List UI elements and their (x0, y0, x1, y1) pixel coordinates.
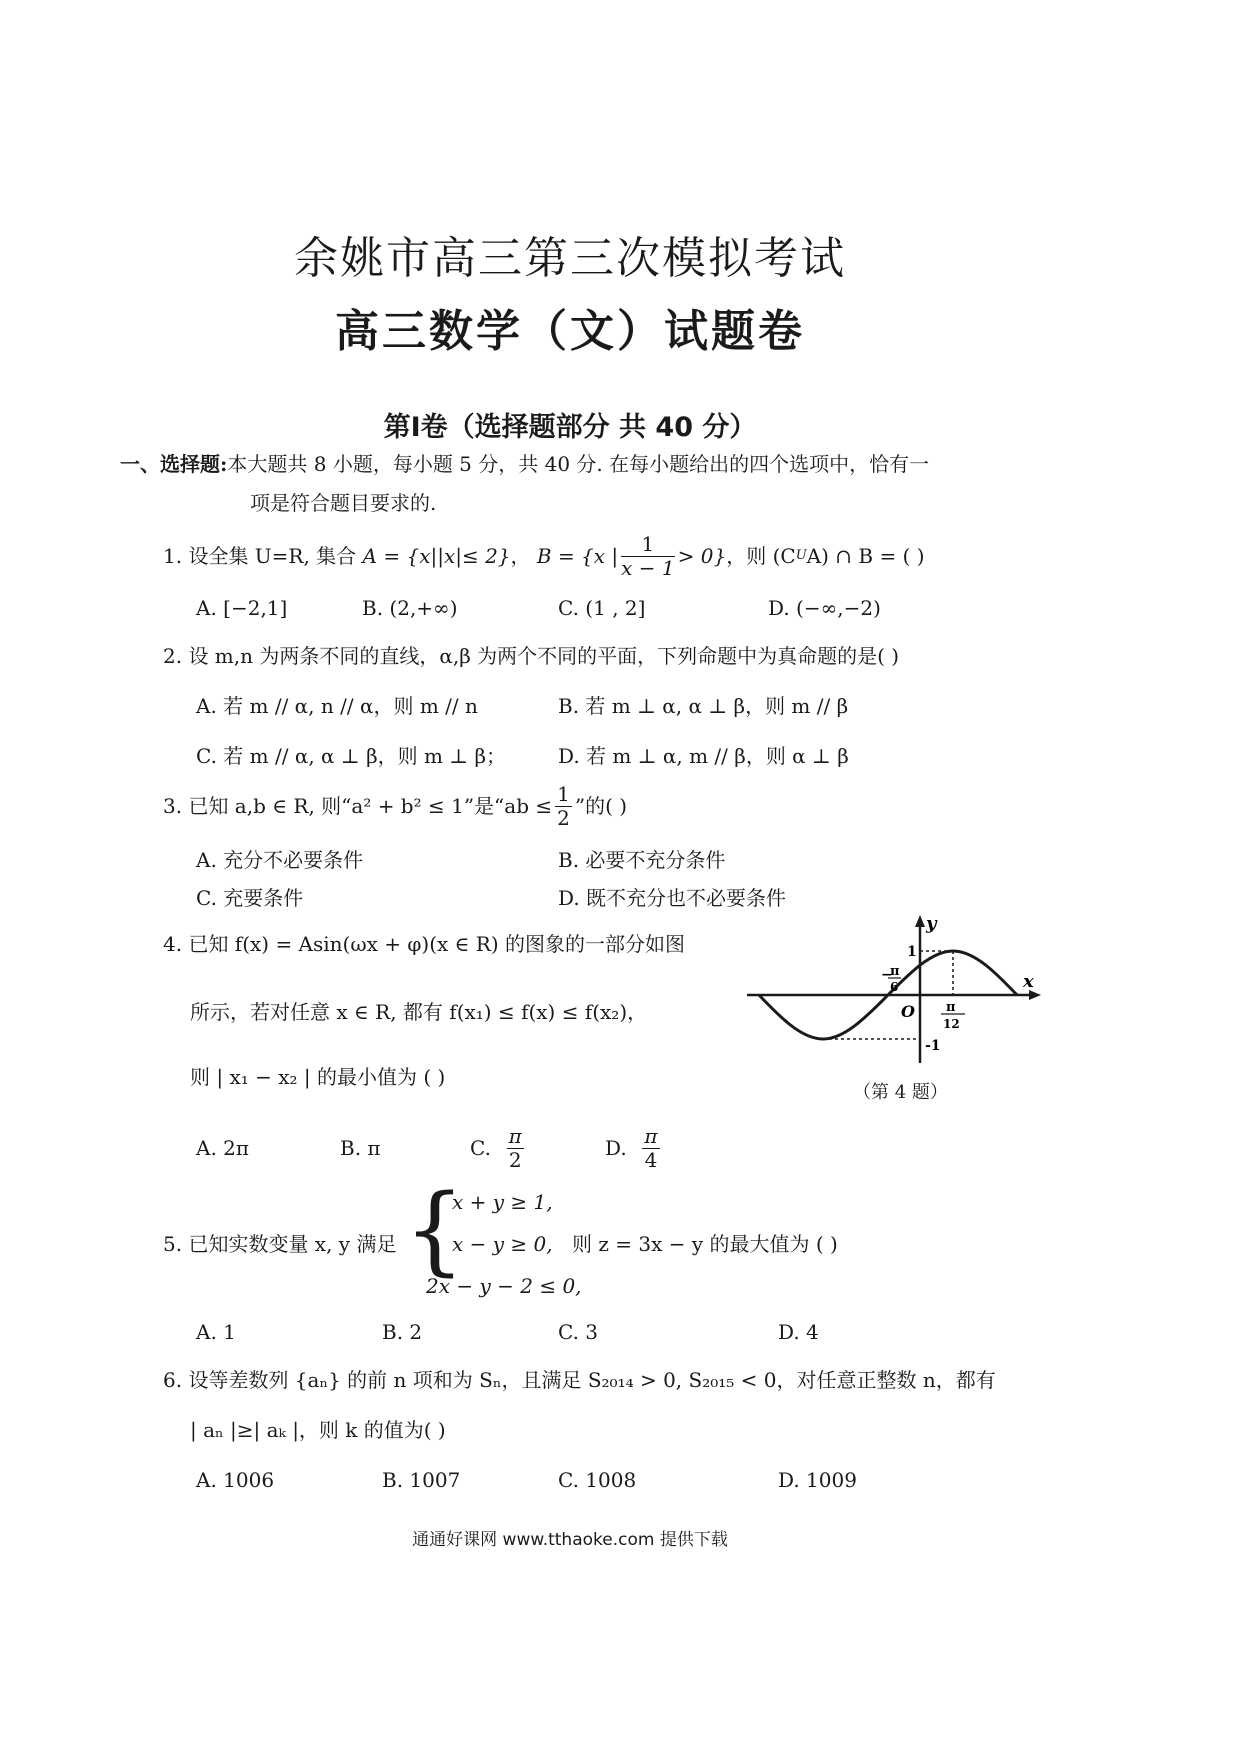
q1-sep: ， (510, 544, 531, 568)
q1-set-b-post: > 0} (677, 544, 727, 568)
q3-frac-den: 2 (557, 805, 570, 830)
q5-option-a: A. 1 (196, 1320, 236, 1344)
q6-option-c: C. 1008 (558, 1468, 637, 1492)
q1-option-a: A. [−2,1] (196, 596, 288, 620)
q4-option-b: B. π (340, 1136, 381, 1160)
question-1-stem (163, 526, 925, 586)
q1-set-a: A = {x||x|≤ 2} (362, 544, 511, 568)
q6-option-a: A. 1006 (196, 1468, 275, 1492)
question-5-ask: 则 z = 3x − y 的最大值为 ( ) (572, 1232, 838, 1256)
q4-opt-d-num: π (644, 1123, 658, 1148)
question-6-line-1: 6. 设等差数列 {aₙ} 的前 n 项和为 Sₙ，且满足 S₂₀₁₄ > 0, S₂₀₁₅ < 0，对任意正整数 n，都有 (163, 1368, 996, 1392)
q3-option-a: A. 充分不必要条件 (196, 848, 364, 872)
question-6-line-2: | aₙ |≥| aₖ |，则 k 的值为( ) (190, 1418, 446, 1442)
q2-option-c: C. 若 m // α, α ⊥ β，则 m ⊥ β； (196, 744, 507, 768)
q5-constraint-2: x − y ≥ 0, (452, 1232, 553, 1256)
neg-tick-sign: − (881, 967, 893, 983)
y-axis-arrow (915, 915, 925, 927)
y-max-label: 1 (907, 944, 917, 960)
q4-opt-c-den: 2 (508, 1147, 522, 1172)
q3-fraction (555, 783, 572, 830)
q3-option-d: D. 既不充分也不必要条件 (558, 886, 787, 910)
q4-option-d-fraction (642, 1125, 659, 1172)
q5-option-b: B. 2 (382, 1320, 423, 1344)
q1-set-b-pre: B = {x | (536, 544, 619, 568)
q2-option-b: B. 若 m ⊥ α, α ⊥ β，则 m // β (558, 694, 849, 718)
q4-sine-graph (745, 915, 1045, 1065)
origin-label: O (901, 1002, 915, 1021)
q1-ask-2: A) ∩ B = ( ) (806, 544, 925, 568)
neg-tick-den: 6 (890, 980, 899, 994)
q1-prefix: 1. 设全集 U=R, 集合 (163, 544, 357, 568)
q1-option-c: C. (1 , 2] (558, 596, 646, 620)
section-title: 第Ⅰ卷（选择题部分 共 40 分） (383, 412, 757, 443)
exam-title: 余姚市高三第三次模拟考试 (294, 233, 846, 284)
q5-option-c: C. 3 (558, 1320, 599, 1344)
q6-option-b: B. 1007 (382, 1468, 461, 1492)
q3-option-b: B. 必要不充分条件 (558, 848, 726, 872)
footer-credit: 通通好课网 www.tthaoke.com 提供下载 (412, 1530, 728, 1550)
q5-option-d: D. 4 (778, 1320, 819, 1344)
q1-fraction (621, 533, 674, 580)
q3-stem-post: ”的( ) (574, 794, 628, 818)
exam-subtitle: 高三数学（文）试题卷 (335, 306, 805, 357)
question-4-line-3: 则 | x₁ − x₂ | 的最小值为 ( ) (190, 1065, 446, 1089)
instructions-line-1: 本大题共 8 小题，每小题 5 分，共 40 分. 在每小题给出的四个选项中，恰有一 (227, 452, 930, 476)
q1-option-d: D. (−∞,−2) (768, 596, 881, 620)
q2-option-a: A. 若 m // α, n // α，则 m // n (196, 694, 478, 718)
q4-option-c (470, 1116, 527, 1180)
q5-constraint-3: 2x − y − 2 ≤ 0, (426, 1274, 582, 1298)
q4-option-d (605, 1116, 663, 1180)
x-axis-label: x (1023, 971, 1034, 992)
question-4-line-2: 所示，若对任意 x ∈ R, 都有 f(x₁) ≤ f(x) ≤ f(x₂)， (190, 1000, 648, 1024)
q4-option-c-label: C. (470, 1136, 491, 1160)
q4-opt-c-num: π (508, 1123, 522, 1148)
q2-option-d: D. 若 m ⊥ α, m // β，则 α ⊥ β (558, 744, 849, 768)
section-instructions (120, 452, 929, 476)
neg-tick-num: π (890, 964, 900, 979)
q5-constraint-1: x + y ≥ 1, (452, 1190, 553, 1214)
q3-frac-num: 1 (557, 781, 570, 806)
question-3-stem (163, 776, 627, 836)
q5-system-brace: { (404, 1174, 466, 1286)
y-min-label: -1 (925, 1038, 941, 1054)
q4-option-a: A. 2π (196, 1136, 250, 1160)
q1-ask: ，则 (C (726, 544, 796, 568)
q1-frac-den: x − 1 (621, 555, 675, 580)
q1-sub: U (795, 548, 807, 564)
question-4-line-1: 4. 已知 f(x) = Asin(ωx + φ)(x ∈ R) 的图象的一部分如图 (163, 932, 686, 956)
q3-option-c: C. 充要条件 (196, 886, 304, 910)
q4-option-d-label: D. (605, 1136, 627, 1160)
question-2-stem: 2. 设 m,n 为两条不同的直线，α,β 为两个不同的平面，下列命题中为真命题的是( ) (163, 644, 900, 668)
pos-tick-num: π (946, 1000, 956, 1015)
q4-option-c-fraction (507, 1125, 524, 1172)
pos-tick-den: 12 (943, 1017, 960, 1031)
q4-opt-d-den: 4 (644, 1147, 658, 1172)
q6-option-d: D. 1009 (778, 1468, 857, 1492)
part-label: 一、选择题: (120, 452, 228, 476)
q3-stem-pre: 3. 已知 a,b ∈ R, 则“a² + b² ≤ 1”是“ab ≤ (163, 794, 553, 818)
y-axis-label: y (926, 915, 937, 934)
q1-frac-num: 1 (621, 533, 674, 557)
q4-figure-caption: （第 4 题） (853, 1082, 948, 1103)
instructions-line-2: 项是符合题目要求的. (250, 491, 437, 515)
question-5-prefix: 5. 已知实数变量 x, y 满足 (163, 1232, 397, 1256)
q1-option-b: B. (2,+∞) (362, 596, 458, 620)
